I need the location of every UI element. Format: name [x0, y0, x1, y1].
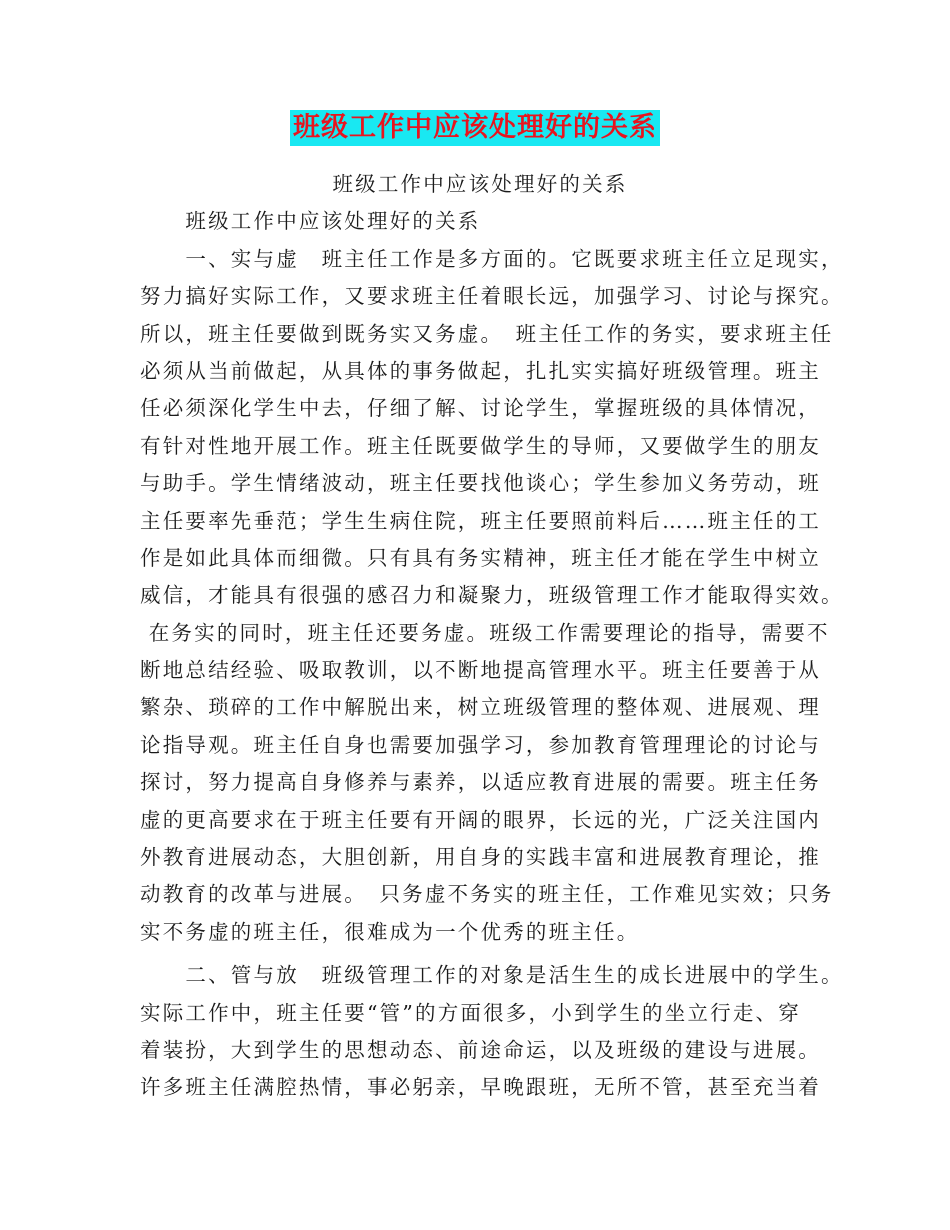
text-line: 繁杂、琐碎的工作中解脱出来，树立班级管理的整体观、进展观、理	[140, 695, 821, 720]
text-line: 所以，班主任要做到既务实又务虚。 班主任工作的务实，要求班主任	[140, 321, 834, 346]
text-line: 断地总结经验、吸取教训，以不断地提高管理水平。班主任要善于从	[140, 658, 821, 683]
text-line: 努力搞好实际工作，又要求班主任着眼长远，加强学习、讨论与探究。	[140, 284, 844, 309]
text-line: 主任要率先垂范；学生生病住院，班主任要照前料后……班主任的工	[140, 508, 821, 533]
text-line: 虚的更高要求在于班主任要有开阔的眼界，长远的光，广泛关注国内	[140, 807, 821, 832]
text-line: 作是如此具体而细微。只有具有务实精神，班主任才能在学生中树立	[140, 545, 821, 570]
text-line: 着装扮，大到学生的思想动态、前途命运，以及班级的建设与进展。	[140, 1037, 821, 1062]
text-line: 动教育的改革与进展。 只务虚不务实的班主任，工作难见实效；只务	[140, 882, 834, 907]
title-container	[0, 110, 950, 146]
text-line: 二、管与放 班级管理工作的对象是活生生的成长进展中的学生。	[140, 963, 844, 988]
text-line: 有针对性地开展工作。班主任既要做学生的导师，又要做学生的朋友	[140, 433, 821, 458]
document-title: 班级工作中应该处理好的关系	[290, 110, 660, 146]
text-line: 一、实与虚 班主任工作是多方面的。它既要求班主任立足现实，	[140, 246, 844, 271]
document-subtitle: 班级工作中应该处理好的关系	[332, 172, 628, 196]
text-line: 实际工作中，班主任要“管”的方面很多，小到学生的坐立行走、穿	[140, 1000, 801, 1025]
text-line: 必须从当前做起，从具体的事务做起，扎扎实实搞好班级管理。班主	[140, 358, 821, 383]
text-line: 实不务虚的班主任，很难成为一个优秀的班主任。	[140, 919, 640, 944]
text-line: 在务实的同时，班主任还要务虚。班级工作需要理论的指导，需要不	[140, 620, 830, 645]
text-line: 威信，才能具有很强的感召力和凝聚力，班级管理工作才能取得实效。	[140, 583, 844, 608]
text-line: 任必须深化学生中去，仔细了解、讨论学生，掌握班级的具体情况，	[140, 396, 821, 421]
document-body	[140, 166, 844, 1107]
text-line: 外教育进展动态，大胆创新，用自身的实践丰富和进展教育理论，推	[140, 845, 821, 870]
text-line: 探讨，努力提高自身修养与素养，以适应教育进展的需要。班主任务	[140, 770, 821, 795]
text-line: 与助手。学生情绪波动，班主任要找他谈心；学生参加义务劳动，班	[140, 471, 821, 496]
text-line: 论指导观。班主任自身也需要加强学习，参加教育管理理论的讨论与	[140, 732, 821, 757]
text-line: 许多班主任满腔热情，事必躬亲，早晚跟班，无所不管，甚至充当着	[140, 1075, 821, 1100]
text-line: 班级工作中应该处理好的关系	[140, 209, 481, 234]
